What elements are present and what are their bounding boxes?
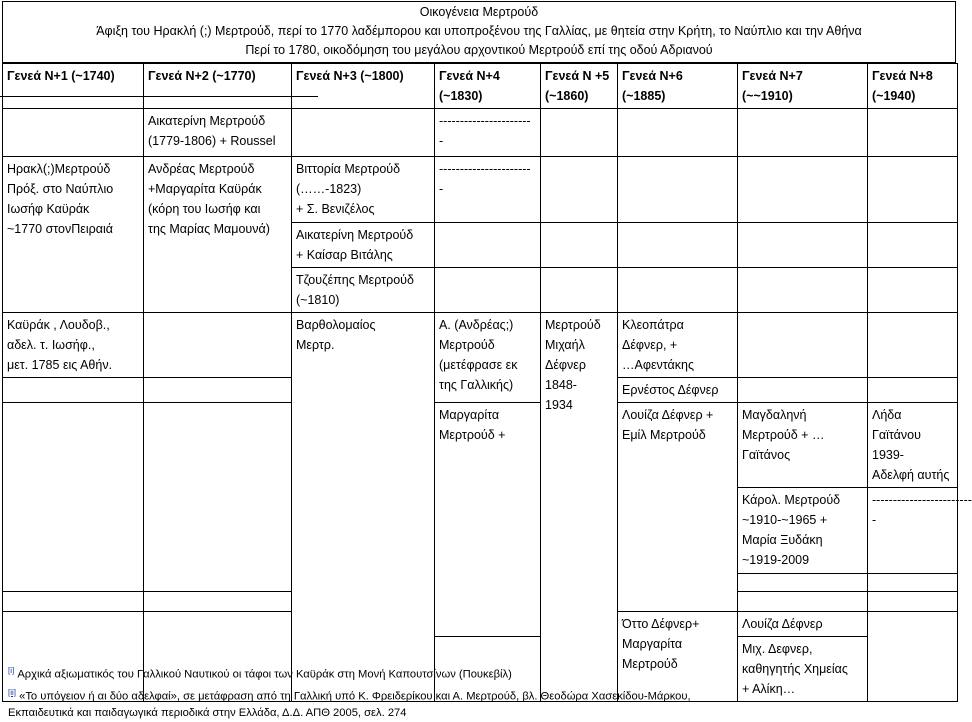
table-cell — [738, 268, 868, 313]
cell-kayrak: Καϋράκ , Λουδοβ., αδελ. τ. Ιωσήφ., μετ. 1785 εις Αθήν. — [3, 313, 144, 378]
cell-margarita: Μαργαρίτα Μερτρούδ + — [435, 403, 541, 637]
table-cell — [738, 109, 868, 157]
stray-line — [0, 96, 318, 97]
table-cell — [868, 223, 958, 268]
document-header — [2, 1, 956, 63]
table-cell — [868, 592, 958, 612]
table-cell — [618, 157, 738, 223]
table-cell — [618, 109, 738, 157]
cell-vartholomaios: Βαρθολομαίος Μερτρ. — [292, 313, 435, 702]
mansion-note: Περί το 1780, οικοδόμηση του μεγάλου αρχοντικού Μερτρούδ επί της οδού Αδριανού — [245, 43, 713, 57]
cell-vittoria: Βιττορία Μερτρούδ (……-1823) + Σ. Βενιζέλος — [292, 157, 435, 223]
table-cell — [738, 313, 868, 378]
footnote-2-continued: Εκπαιδευτικά και παιδαγωγικά περιοδικά στην Ελλάδα, Δ.Δ. ΑΠΘ 2005, σελ. 274 — [8, 707, 407, 720]
col-header-gen8: Γενεά Ν+8 (~1940) — [868, 64, 958, 109]
col-header-gen1: Γενεά Ν+1 (~1740) — [3, 64, 144, 109]
table-cell — [292, 109, 435, 157]
table-cell — [144, 403, 292, 592]
family-title: Οικογένεια Μερτρούδ — [419, 5, 539, 19]
table-cell — [541, 223, 618, 268]
table-cell — [868, 378, 958, 403]
table-cell — [3, 592, 144, 612]
table-cell — [541, 109, 618, 157]
footnote-1 — [8, 662, 953, 684]
cell-louiza-2: Λουίζα Δέφνερ — [738, 612, 868, 637]
cell-tzouzepis: Τζουζέπης Μερτρούδ (~1810) — [292, 268, 435, 313]
col-header-gen4: Γενεά Ν+4 (~1830) — [435, 64, 541, 109]
cell-dash-2: ---------------------- - — [435, 157, 541, 223]
col-header-gen6: Γενεά Ν+6 (~1885) — [618, 64, 738, 109]
table-cell — [144, 378, 292, 403]
cell-dash-1: ---------------------- - — [435, 109, 541, 157]
cell-ernestos: Ερνέστος Δέφνερ — [618, 378, 738, 403]
table-cell — [738, 592, 868, 612]
cell-otto: Όττο Δέφνερ+ Μαργαρίτα Μερτρούδ — [618, 612, 738, 702]
cell-andreas: Ανδρέας Μερτρούδ +Μαργαρίτα Καϋράκ (κόρη του Ιωσήφ και της Μαρίας Μαμουνά) — [144, 157, 292, 313]
cell-mich-defner: Μιχ. Δεφνερ, καθηγητής Χημείας + Αλίκη… — [738, 637, 868, 702]
footnotes — [8, 662, 953, 722]
table-cell — [738, 378, 868, 403]
table-cell — [868, 109, 958, 157]
footnote-text-2: «Το υπόγειον ή αι δύο αδελφαί», σε μετάφραση από τη Γαλλική υπό Κ. Φρειδερίκου και Α. Μερτρούδ, βλ. Θεοδώρα Χασεκίδου-Μάρκου, — [19, 690, 691, 703]
footnote-text-1: Αρχικά αξιωματικός του Γαλλικού Ναυτικού οι τάφοι των Καϋράκ στη Μονή Καπουτσίνων (Πουκεβίλ) — [17, 668, 512, 681]
table-cell — [435, 223, 541, 268]
table-cell — [868, 157, 958, 223]
cell-aikaterini-vitalis: Αικατερίνη Μερτρούδ + Καίσαρ Βιτάλης — [292, 223, 435, 268]
table-cell — [618, 223, 738, 268]
table-cell — [541, 268, 618, 313]
table-cell — [618, 268, 738, 313]
table-cell — [144, 592, 292, 612]
table-cell — [868, 268, 958, 313]
table-row — [3, 157, 958, 223]
table-cell — [738, 223, 868, 268]
table-cell — [3, 403, 144, 592]
cell-karol: Κάρολ. Μερτρούδ ~1910-~1965 + Μαρία Ξυδάκη ~1919-2009 — [738, 488, 868, 574]
table-cell — [3, 109, 144, 157]
footnote-2 — [8, 684, 953, 706]
arrival-note: Άφιξη του Ηρακλή (;) Μερτρούδ, περί το 1770 λαδέμπορου και υποπροξένου της Γαλλίας, με θητεία στην Κρήτη, το Ναύπλιο και την Αθήνα — [96, 24, 862, 38]
cell-aikaterini-1779: Αικατερίνη Μερτρούδ (1779-1806) + Roussel — [144, 109, 292, 157]
table-row — [3, 403, 958, 488]
cell-dash-3: ------------------------ - — [868, 488, 958, 574]
col-header-gen3: Γενεά Ν+3 (~1800) — [292, 64, 435, 109]
cell-magdalini: Μαγδαληνή Μερτρούδ + … Γαϊτάνος — [738, 403, 868, 488]
table-cell — [868, 574, 958, 592]
cell-lida: Λήδα Γαϊτάνου 1939- Αδελφή αυτής — [868, 403, 958, 488]
col-header-gen2: Γενεά Ν+2 (~1770) — [144, 64, 292, 109]
footnote-link-1[interactable]: [i] — [8, 666, 15, 675]
header-row — [3, 64, 958, 109]
cell-kleopatra: Κλεοπάτρα Δέφνερ, + …Αφεντάκης — [618, 313, 738, 378]
table-cell — [435, 268, 541, 313]
table-cell — [868, 313, 958, 378]
genealogy-table — [2, 63, 972, 702]
table-row — [3, 109, 958, 157]
table-cell — [3, 378, 144, 403]
cell-michail-defner: Μερτρούδ Μιχαήλ Δέφνερ 1848- 1934 — [541, 313, 618, 702]
table-cell — [144, 313, 292, 378]
table-cell — [738, 574, 868, 592]
footnote-link-2[interactable]: [ii] — [8, 687, 16, 697]
cell-a-andreas: Α. (Ανδρέας;) Μερτρούδ (μετέφρασε εκ της Γαλλικής) — [435, 313, 541, 403]
cell-louiza-emil: Λουίζα Δέφνερ + Εμίλ Μερτρούδ — [618, 403, 738, 612]
table-cell — [541, 157, 618, 223]
col-header-gen5: Γενεά Ν +5 (~1860) — [541, 64, 618, 109]
table-row — [3, 313, 958, 378]
col-header-gen7: Γενεά Ν+7 (~~1910) — [738, 64, 868, 109]
table-cell — [738, 157, 868, 223]
cell-iraklis: Ηρακλ(;)Μερτρούδ Πρόξ. στο Ναύπλιο Ιωσήφ Καϋράκ ~1770 στονΠειραιά — [3, 157, 144, 313]
